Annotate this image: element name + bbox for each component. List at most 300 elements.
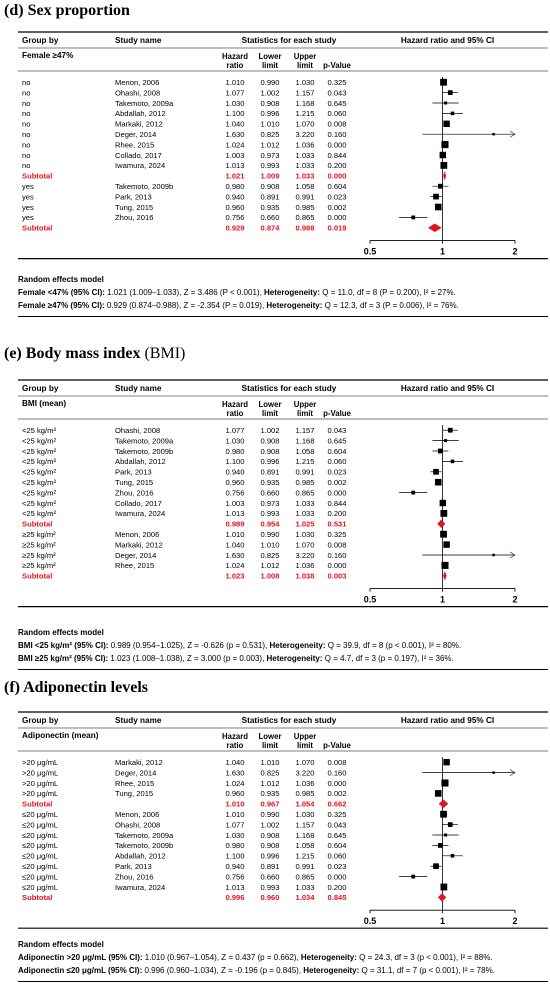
hazard-ratio-value: 1.030 <box>225 98 245 108</box>
col-lower-limit-label: limit <box>261 741 279 750</box>
random-effects-line: BMI <25 kg/m² (95% CI): 0.989 (0.954–1.025), Z = -0.626 (p = 0.531), Heterogeneity: Q = 39.9, df = 8 (p < 0.001), I² = 80%. <box>18 641 462 650</box>
lower-limit-value: 0.891 <box>260 192 280 202</box>
group-label: ≤20 μg/mL <box>22 830 58 840</box>
group-label: ≤20 μg/mL <box>22 882 58 892</box>
hazard-ratio-value: 0.989 <box>225 519 245 529</box>
random-effects-divider <box>18 981 548 982</box>
header-group-by: Group by <box>22 384 59 393</box>
study-point <box>444 439 447 442</box>
study-name: Zhou, 2016 <box>115 872 154 882</box>
header-statistics: Statistics for each study <box>241 716 337 725</box>
study-point <box>451 854 455 858</box>
upper-limit-value: 1.025 <box>295 519 315 529</box>
col-upper-label: Upper <box>293 400 317 409</box>
study-name: Park, 2013 <box>115 192 152 202</box>
hazard-ratio-value: 0.980 <box>225 446 245 456</box>
p-value: 0.000 <box>327 488 347 498</box>
p-value: 0.023 <box>327 192 347 202</box>
upper-limit-value: 1.058 <box>295 446 315 456</box>
hazard-ratio-value: 0.996 <box>225 893 245 903</box>
group-label: ≥25 kg/m² <box>22 561 56 571</box>
lower-limit-value: 1.010 <box>260 540 280 550</box>
group-label: <25 kg/m² <box>22 446 56 456</box>
p-value: 0.043 <box>327 820 347 830</box>
study-name: Markaki, 2012 <box>115 758 163 767</box>
lower-limit-value: 1.010 <box>260 119 280 129</box>
lower-limit-value: 0.825 <box>260 130 280 139</box>
subtotal-label: Subtotal <box>22 799 53 809</box>
upper-limit-value: 1.058 <box>295 841 315 851</box>
upper-limit-value: 1.033 <box>295 150 315 160</box>
subtotal-diamond <box>428 224 441 232</box>
study-point <box>444 834 447 837</box>
group-label: <25 kg/m² <box>22 457 56 467</box>
random-effects-d <box>18 273 548 312</box>
upper-limit-value: 1.070 <box>295 758 315 767</box>
study-name: Zhou, 2016 <box>115 488 154 498</box>
study-name: Ohashi, 2008 <box>115 426 161 435</box>
study-point <box>433 863 439 869</box>
study-name: Markaki, 2012 <box>115 540 163 550</box>
upper-limit-value: 1.168 <box>295 830 315 840</box>
hazard-ratio-value: 1.040 <box>225 119 245 129</box>
study-point <box>440 162 447 169</box>
lower-limit-value: 1.009 <box>260 171 280 181</box>
p-value: 0.200 <box>327 161 347 171</box>
hazard-ratio-value: 1.024 <box>225 140 245 150</box>
col-upper-label: Upper <box>293 52 317 61</box>
study-name: Collado, 2017 <box>115 498 162 508</box>
upper-limit-value: 1.033 <box>295 171 315 181</box>
lower-limit-value: 1.010 <box>260 758 280 767</box>
upper-limit-value: 0.991 <box>295 192 315 202</box>
study-name: Abdallah, 2012 <box>115 109 166 119</box>
hazard-ratio-value: 0.940 <box>225 192 245 202</box>
upper-limit-value: 1.157 <box>295 426 315 435</box>
upper-limit-value: 1.033 <box>295 882 315 892</box>
p-value: 0.002 <box>327 478 347 487</box>
hazard-ratio-value: 1.010 <box>225 799 245 809</box>
study-name: Deger, 2014 <box>115 768 157 778</box>
upper-limit-value: 0.991 <box>295 467 315 477</box>
forest-plot-sex-proportion <box>0 30 550 265</box>
lower-limit-value: 0.993 <box>260 509 280 519</box>
random-effects-header: Random effects model <box>18 940 104 949</box>
study-name: Menon, 2006 <box>115 530 160 539</box>
hazard-ratio-value: 1.077 <box>225 426 245 435</box>
panel-e-title-text: Body mass index <box>25 345 141 362</box>
hazard-ratio-value: 1.040 <box>225 540 245 550</box>
col-ratio-label: ratio <box>226 61 244 70</box>
group-label: <25 kg/m² <box>22 498 56 508</box>
panel-e-title-suffix: (BMI) <box>144 345 186 362</box>
upper-limit-value: 1.168 <box>295 436 315 446</box>
study-name: Takemoto, 2009a <box>115 98 174 108</box>
study-name: Menon, 2006 <box>115 78 160 87</box>
header-study-name: Study name <box>115 36 162 45</box>
study-point <box>411 491 415 495</box>
p-value: 0.604 <box>327 182 347 191</box>
col-pvalue-label: p-Value <box>323 61 351 70</box>
upper-limit-value: 1.030 <box>295 810 315 819</box>
hazard-ratio-value: 0.929 <box>225 223 245 233</box>
group-label: yes <box>22 202 34 212</box>
lower-limit-value: 0.996 <box>260 109 280 119</box>
lower-limit-value: 1.002 <box>260 88 280 98</box>
lower-limit-value: 0.874 <box>260 223 280 233</box>
p-value: 0.160 <box>327 130 347 139</box>
p-value: 0.060 <box>327 457 347 467</box>
col-lower-limit-label: limit <box>261 61 279 70</box>
study-point <box>443 121 449 127</box>
group-label: <25 kg/m² <box>22 436 56 446</box>
upper-limit-value: 1.036 <box>295 778 315 788</box>
panel-e-title <box>4 345 185 363</box>
group-label: no <box>22 161 31 171</box>
group-header-label: BMI (mean) <box>22 399 67 408</box>
lower-limit-value: 0.990 <box>260 530 280 539</box>
group-label: <25 kg/m² <box>22 478 56 487</box>
group-label: no <box>22 109 31 119</box>
p-value: 0.060 <box>327 851 347 861</box>
hazard-ratio-value: 1.023 <box>225 571 245 581</box>
upper-limit-value: 0.985 <box>295 789 315 799</box>
header-statistics: Statistics for each study <box>241 36 337 45</box>
random-effects-e <box>18 626 548 665</box>
lower-limit-value: 0.973 <box>260 150 280 160</box>
lower-limit-value: 0.935 <box>260 789 280 799</box>
study-point <box>441 562 448 569</box>
p-value: 0.845 <box>327 893 347 903</box>
panel-d-label: (d) <box>4 2 24 19</box>
group-label: <25 kg/m² <box>22 467 56 477</box>
study-point <box>444 102 447 105</box>
upper-limit-value: 0.865 <box>295 488 315 498</box>
study-name: Takemoto, 2009b <box>115 182 174 191</box>
x-tick-label: 0.5 <box>363 594 377 605</box>
upper-limit-value: 1.030 <box>295 78 315 87</box>
study-point <box>440 510 447 517</box>
p-value: 0.023 <box>327 862 347 871</box>
subtotal-label: Subtotal <box>22 571 53 581</box>
group-label: <25 kg/m² <box>22 488 56 498</box>
hazard-ratio-value: 1.010 <box>225 810 245 819</box>
group-label: ≤20 μg/mL <box>22 872 58 882</box>
subtotal-label: Subtotal <box>22 519 53 529</box>
p-value: 0.043 <box>327 88 347 98</box>
lower-limit-value: 0.908 <box>260 841 280 851</box>
group-label: <25 kg/m² <box>22 509 56 519</box>
hazard-ratio-value: 1.100 <box>225 851 245 861</box>
group-label: >20 μg/mL <box>22 768 59 778</box>
p-value: 0.008 <box>327 758 347 767</box>
lower-limit-value: 0.660 <box>260 213 280 223</box>
study-name: Iwamura, 2024 <box>115 161 166 171</box>
study-point <box>440 500 446 506</box>
study-point <box>440 884 447 891</box>
p-value: 0.023 <box>327 467 347 477</box>
group-label: no <box>22 98 31 108</box>
col-ratio-label: ratio <box>226 741 244 750</box>
study-name: Markaki, 2012 <box>115 119 163 129</box>
x-tick-label: 1 <box>439 246 446 257</box>
lower-limit-value: 0.908 <box>260 436 280 446</box>
study-point <box>440 79 447 86</box>
upper-limit-value: 1.168 <box>295 98 315 108</box>
lower-limit-value: 1.008 <box>260 571 280 581</box>
lower-limit-value: 0.660 <box>260 872 280 882</box>
upper-limit-value: 3.220 <box>295 550 315 560</box>
study-point <box>448 428 453 433</box>
study-name: Takemoto, 2009a <box>115 436 174 446</box>
group-label: yes <box>22 182 34 191</box>
lower-limit-value: 0.960 <box>260 893 280 903</box>
group-label: yes <box>22 192 34 202</box>
group-label: >20 μg/mL <box>22 789 59 799</box>
p-value: 0.160 <box>327 550 347 560</box>
x-tick-label: 2 <box>512 594 518 605</box>
lower-limit-value: 0.993 <box>260 161 280 171</box>
upper-limit-value: 0.985 <box>295 478 315 487</box>
col-hazard-label: Hazard <box>222 732 248 741</box>
col-upper-limit-label: limit <box>296 61 314 70</box>
group-label: >20 μg/mL <box>22 758 59 767</box>
hazard-ratio-value: 1.010 <box>225 530 245 539</box>
study-name: Iwamura, 2024 <box>115 509 166 519</box>
group-label: ≤20 μg/mL <box>22 862 58 871</box>
upper-limit-value: 1.034 <box>295 893 315 903</box>
subtotal-diamond <box>438 893 446 901</box>
study-point <box>433 194 439 200</box>
group-label: no <box>22 78 31 87</box>
lower-limit-value: 0.996 <box>260 457 280 467</box>
x-tick-label: 0.5 <box>363 916 377 927</box>
study-name: Tung, 2015 <box>115 202 154 212</box>
study-point <box>435 479 442 486</box>
random-effects-divider <box>18 669 548 670</box>
p-value: 0.645 <box>327 98 347 108</box>
lower-limit-value: 0.908 <box>260 830 280 840</box>
group-label: >20 μg/mL <box>22 778 59 788</box>
lower-limit-value: 1.002 <box>260 820 280 830</box>
p-value: 0.043 <box>327 426 347 435</box>
hazard-ratio-value: 1.030 <box>225 436 245 446</box>
subtotal-diamond <box>443 172 445 180</box>
random-effects-line: Adiponectin >20 μg/mL (95% CI): 1.010 (0.967–1.054), Z = 0.437 (p = 0.662), Heterogeneity: Q = 24.3, df = 3 (p < 0.001), I² = 88%. <box>18 953 493 962</box>
upper-limit-value: 0.865 <box>295 213 315 223</box>
lower-limit-value: 1.012 <box>260 778 280 788</box>
group-label: ≤20 μg/mL <box>22 851 58 861</box>
upper-limit-value: 1.033 <box>295 161 315 171</box>
upper-limit-value: 1.070 <box>295 119 315 129</box>
study-point <box>441 141 448 148</box>
study-name: Park, 2013 <box>115 862 152 871</box>
upper-limit-value: 0.988 <box>295 223 315 233</box>
study-point <box>492 554 495 557</box>
study-point <box>441 779 448 786</box>
group-header-label: Adiponectin (mean) <box>22 731 99 740</box>
hazard-ratio-value: 0.980 <box>225 182 245 191</box>
lower-limit-value: 1.012 <box>260 140 280 150</box>
lower-limit-value: 1.012 <box>260 561 280 571</box>
p-value: 0.200 <box>327 882 347 892</box>
panel-f-label: (f) <box>4 679 20 696</box>
random-effects-divider <box>18 316 548 317</box>
p-value: 0.000 <box>327 140 347 150</box>
upper-limit-value: 1.157 <box>295 88 315 98</box>
hazard-ratio-value: 1.024 <box>225 778 245 788</box>
lower-limit-value: 0.990 <box>260 810 280 819</box>
group-label: ≥25 kg/m² <box>22 530 56 539</box>
study-point <box>435 204 442 211</box>
header-statistics: Statistics for each study <box>241 384 337 393</box>
upper-limit-value: 1.070 <box>295 540 315 550</box>
lower-limit-value: 0.990 <box>260 78 280 87</box>
upper-limit-value: 3.220 <box>295 130 315 139</box>
panel-f-title-text: Adiponectin levels <box>23 679 148 696</box>
subtotal-label: Subtotal <box>22 171 53 181</box>
lower-limit-value: 0.993 <box>260 882 280 892</box>
upper-limit-value: 1.036 <box>295 140 315 150</box>
p-value: 0.844 <box>327 150 347 160</box>
p-value: 0.531 <box>327 519 347 529</box>
p-value: 0.060 <box>327 109 347 119</box>
col-hazard-label: Hazard <box>222 52 248 61</box>
p-value: 0.325 <box>327 530 347 539</box>
panel-e-label: (e) <box>4 345 22 362</box>
x-tick-label: 2 <box>512 916 518 927</box>
col-pvalue-label: p-Value <box>323 409 351 418</box>
col-lower-label: Lower <box>258 52 282 61</box>
group-label: no <box>22 88 31 98</box>
group-label: <25 kg/m² <box>22 426 56 435</box>
study-name: Iwamura, 2024 <box>115 882 166 892</box>
hazard-ratio-value: 1.030 <box>225 830 245 840</box>
random-effects-f <box>18 938 548 977</box>
study-name: Tung, 2015 <box>115 789 154 799</box>
col-hazard-label: Hazard <box>222 400 248 409</box>
upper-limit-value: 1.033 <box>295 509 315 519</box>
study-name: Abdallah, 2012 <box>115 457 166 467</box>
col-lower-label: Lower <box>258 400 282 409</box>
hazard-ratio-value: 1.021 <box>225 171 245 181</box>
panel-d-title-text: Sex proportion <box>27 2 130 19</box>
p-value: 0.000 <box>327 561 347 571</box>
study-point <box>451 460 455 464</box>
p-value: 0.200 <box>327 509 347 519</box>
study-point <box>448 822 453 827</box>
group-label: ≤20 μg/mL <box>22 820 58 830</box>
group-label: ≥25 kg/m² <box>22 540 56 550</box>
header-hazard-ratio-ci: Hazard ratio and 95% CI <box>400 36 495 45</box>
study-name: Rhee, 2015 <box>115 140 155 150</box>
p-value: 0.604 <box>327 446 347 456</box>
study-point <box>440 152 446 158</box>
hazard-ratio-value: 0.980 <box>225 841 245 851</box>
group-label: no <box>22 130 31 139</box>
study-point <box>438 184 443 189</box>
study-name: Park, 2013 <box>115 467 152 477</box>
hazard-ratio-value: 1.003 <box>225 498 245 508</box>
header-hazard-ratio-ci: Hazard ratio and 95% CI <box>400 384 495 393</box>
random-effects-header: Random effects model <box>18 628 104 637</box>
study-point <box>492 771 495 774</box>
group-header-label: Female ≥47% <box>22 51 74 60</box>
header-group-by: Group by <box>22 36 59 45</box>
lower-limit-value: 0.908 <box>260 98 280 108</box>
upper-limit-value: 3.220 <box>295 768 315 778</box>
col-lower-limit-label: limit <box>261 409 279 418</box>
random-effects-line: Female ≥47% (95% CI): 0.929 (0.874–0.988), Z = -2.354 (P = 0.019), Heterogeneity: Q = 12.3, df = 3 (P = 0.006), I² = 76%. <box>18 301 459 310</box>
study-point <box>448 90 453 95</box>
lower-limit-value: 0.891 <box>260 862 280 871</box>
hazard-ratio-value: 1.630 <box>225 130 245 139</box>
study-point <box>440 811 447 818</box>
header-study-name: Study name <box>115 384 162 393</box>
p-value: 0.604 <box>327 841 347 851</box>
study-name: Takemoto, 2009b <box>115 841 174 851</box>
panel-d-title <box>4 2 130 20</box>
hazard-ratio-value: 0.960 <box>225 789 245 799</box>
study-name: Rhee, 2015 <box>115 561 155 571</box>
group-label: ≤20 μg/mL <box>22 841 58 851</box>
lower-limit-value: 0.967 <box>260 799 280 809</box>
p-value: 0.325 <box>327 810 347 819</box>
study-point <box>440 531 447 538</box>
study-name: Takemoto, 2009a <box>115 830 174 840</box>
forest-plot-bmi <box>0 378 550 618</box>
hazard-ratio-value: 1.013 <box>225 161 245 171</box>
lower-limit-value: 0.954 <box>260 519 280 529</box>
study-point <box>492 133 495 136</box>
hazard-ratio-value: 1.013 <box>225 882 245 892</box>
col-pvalue-label: p-Value <box>323 741 351 750</box>
x-tick-label: 1 <box>439 594 446 605</box>
subtotal-label: Subtotal <box>22 223 53 233</box>
hazard-ratio-value: 1.100 <box>225 109 245 119</box>
hazard-ratio-value: 1.003 <box>225 150 245 160</box>
study-name: Ohashi, 2008 <box>115 88 161 98</box>
p-value: 0.002 <box>327 789 347 799</box>
random-effects-line: Female <47% (95% CI): 1.021 (1.009–1.033), Z = 3.486 (P < 0.001), Heterogeneity: Q = 11.0, df = 8 (P = 0.200), I² = 27%. <box>18 288 456 297</box>
study-point <box>438 843 443 848</box>
study-point <box>451 112 455 116</box>
subtotal-diamond <box>438 520 446 528</box>
hazard-ratio-value: 1.013 <box>225 509 245 519</box>
hazard-ratio-value: 1.024 <box>225 561 245 571</box>
upper-limit-value: 1.157 <box>295 820 315 830</box>
header-study-name: Study name <box>115 716 162 725</box>
study-name: Rhee, 2015 <box>115 778 155 788</box>
hazard-ratio-value: 1.077 <box>225 88 245 98</box>
col-upper-label: Upper <box>293 732 317 741</box>
upper-limit-value: 0.865 <box>295 872 315 882</box>
lower-limit-value: 0.973 <box>260 498 280 508</box>
study-point <box>433 469 439 475</box>
upper-limit-value: 1.215 <box>295 851 315 861</box>
p-value: 0.645 <box>327 436 347 446</box>
lower-limit-value: 0.825 <box>260 550 280 560</box>
p-value: 0.000 <box>327 872 347 882</box>
p-value: 0.000 <box>327 171 347 181</box>
upper-limit-value: 1.036 <box>295 561 315 571</box>
hazard-ratio-value: 1.040 <box>225 758 245 767</box>
hazard-ratio-value: 0.960 <box>225 478 245 487</box>
group-label: no <box>22 119 31 129</box>
study-name: Abdallah, 2012 <box>115 851 166 861</box>
header-hazard-ratio-ci: Hazard ratio and 95% CI <box>400 716 495 725</box>
lower-limit-value: 0.908 <box>260 182 280 191</box>
